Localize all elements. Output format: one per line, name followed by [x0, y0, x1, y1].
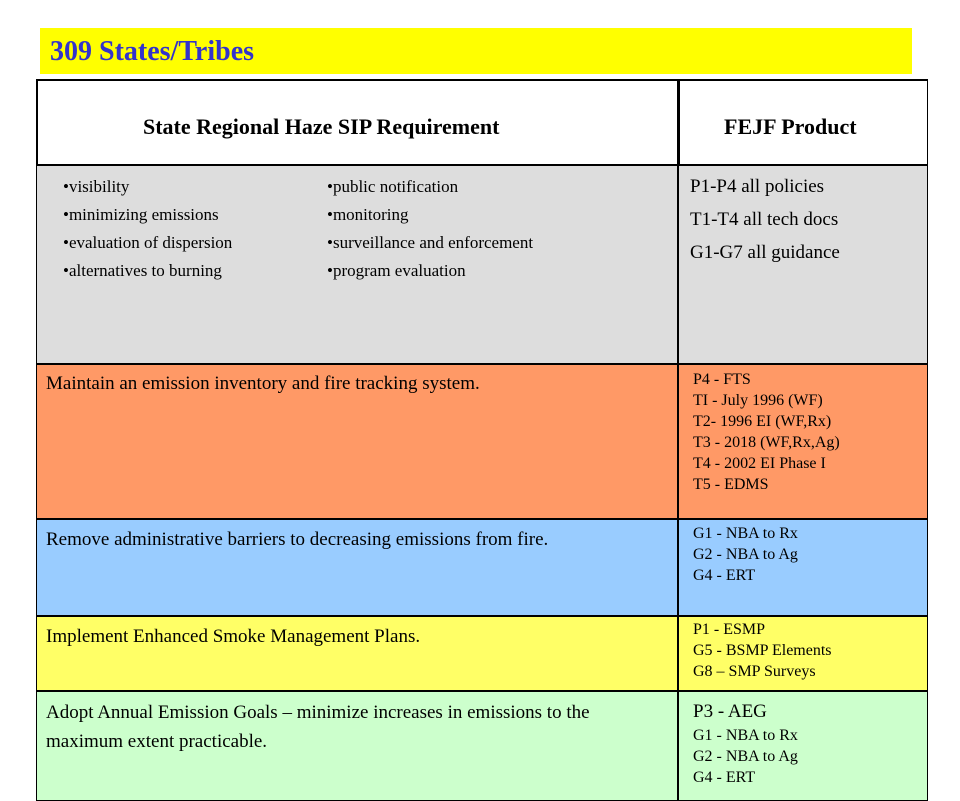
product-item: P3 - AEG — [693, 701, 767, 722]
list-item: • visibility — [63, 173, 232, 201]
product-item: T4 - 2002 EI Phase I — [693, 455, 826, 472]
elements-right-list — [327, 173, 533, 285]
product-item: G8 – SMP Surveys — [693, 663, 816, 680]
list-item: • public notification — [327, 173, 533, 201]
elements-products-cell — [678, 165, 928, 364]
table-row-1-products — [678, 364, 928, 519]
requirement-text: Adopt Annual Emission Goals – minimize increases in emissions to the maximum extent practicable. — [46, 702, 590, 752]
slide-title-bar — [40, 28, 912, 74]
table-row-2-products — [678, 519, 928, 616]
product-item: G1 - NBA to Rx — [693, 727, 798, 744]
requirement-text: Remove administrative barriers to decreasing emissions from fire. — [46, 529, 549, 550]
table-row-3-products — [678, 616, 928, 691]
elements-left-list — [63, 173, 232, 285]
list-item: • alternatives to burning — [63, 257, 232, 285]
product-item: P1-P4 all policies — [690, 176, 825, 197]
product-item: T3 - 2018 (WF,Rx,Ag) — [693, 434, 840, 451]
product-item: T2- 1996 EI (WF,Rx) — [693, 413, 832, 430]
requirements-table — [36, 79, 928, 786]
product-list — [693, 619, 832, 682]
product-item: T1-T4 all tech docs — [690, 209, 839, 230]
product-item: P4 - FTS — [693, 371, 751, 388]
product-item: G1 - NBA to Rx — [693, 525, 798, 542]
list-item: • program evaluation — [327, 257, 533, 285]
product-item: TI - July 1996 (WF) — [693, 392, 823, 409]
header-requirement: State Regional Haze SIP Requirement — [143, 114, 500, 139]
table-row-1-requirement — [36, 364, 678, 519]
table-row-2-requirement — [36, 519, 678, 616]
table-row-3-requirement — [36, 616, 678, 691]
list-item: • monitoring — [327, 201, 533, 229]
product-item: G4 - ERT — [693, 769, 756, 786]
header-product-cell — [678, 79, 928, 165]
product-item: G2 - NBA to Ag — [693, 546, 798, 563]
header-requirement-cell — [36, 79, 678, 165]
list-item: • surveillance and enforcement — [327, 229, 533, 257]
product-item: G4 - ERT — [693, 567, 756, 584]
elements-products-list — [690, 170, 840, 269]
requirement-text: Implement Enhanced Smoke Management Plans. — [46, 626, 421, 647]
product-item: G5 - BSMP Elements — [693, 642, 832, 659]
product-item: G2 - NBA to Ag — [693, 748, 798, 765]
table-row-4-requirement — [36, 691, 678, 801]
table-row-4-products — [678, 691, 928, 801]
product-item: P1 - ESMP — [693, 621, 766, 638]
product-item: G1-G7 all guidance — [690, 242, 840, 263]
elements-cell — [36, 165, 678, 364]
requirement-text: Maintain an emission inventory and fire tracking system. — [46, 373, 480, 394]
list-item: • minimizing emissions — [63, 201, 232, 229]
header-product: FEJF Product — [724, 114, 857, 139]
product-list — [693, 369, 840, 495]
product-item: T5 - EDMS — [693, 476, 769, 493]
list-item: • evaluation of dispersion — [63, 229, 232, 257]
product-list — [693, 698, 798, 788]
product-list — [693, 523, 798, 586]
slide-title: 309 States/Tribes — [50, 36, 255, 67]
